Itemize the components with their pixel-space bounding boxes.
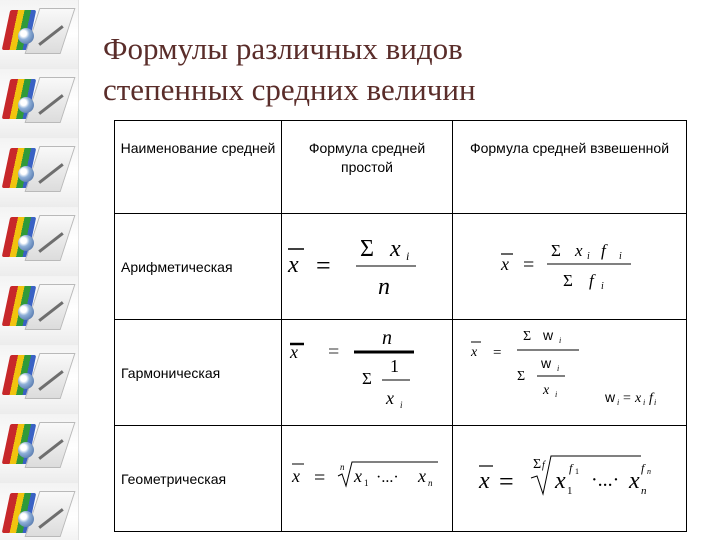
svg-text:i: i bbox=[400, 400, 403, 410]
school-supplies-icon bbox=[6, 142, 66, 198]
svg-text:x: x bbox=[390, 236, 401, 262]
svg-text:n: n bbox=[340, 462, 345, 472]
table-row bbox=[115, 214, 687, 320]
row-name-harmonic: Гармоническая bbox=[115, 320, 282, 426]
svg-text:f: f bbox=[542, 460, 545, 471]
svg-text:x: x bbox=[635, 391, 642, 406]
formulas-table bbox=[114, 120, 687, 532]
svg-text:x: x bbox=[555, 468, 566, 494]
header-weighted bbox=[453, 121, 687, 214]
header-row bbox=[115, 121, 687, 214]
svg-text:i: i bbox=[601, 281, 604, 292]
svg-text:i: i bbox=[559, 336, 562, 345]
svg-text:x: x bbox=[288, 252, 299, 278]
svg-text:Σ: Σ bbox=[563, 271, 573, 290]
svg-text:=: = bbox=[316, 251, 331, 280]
formula-arithmetic-weighted bbox=[453, 214, 687, 320]
svg-text:i: i bbox=[555, 390, 558, 399]
slide-title bbox=[103, 28, 663, 110]
svg-text:i: i bbox=[406, 249, 410, 263]
svg-text:w: w bbox=[605, 389, 616, 405]
formula-svg bbox=[282, 320, 452, 422]
svg-text:=: = bbox=[328, 341, 340, 363]
svg-text:x: x bbox=[418, 466, 426, 486]
school-supplies-icon bbox=[6, 418, 66, 474]
svg-text:i: i bbox=[557, 364, 560, 373]
svg-text:i: i bbox=[619, 251, 622, 262]
table-row bbox=[115, 320, 687, 426]
formula-svg bbox=[453, 214, 686, 316]
svg-text:1: 1 bbox=[567, 485, 573, 497]
header-simple-label: Формула средней простой bbox=[308, 140, 426, 175]
formula-geometric-simple bbox=[282, 426, 453, 532]
school-supplies-icon bbox=[6, 73, 66, 129]
svg-text:f: f bbox=[589, 271, 594, 290]
formula-harmonic-simple bbox=[282, 320, 453, 426]
row-name-geometric: Геометрическая bbox=[115, 426, 282, 532]
svg-text:1: 1 bbox=[390, 356, 399, 376]
svg-text:x: x bbox=[543, 383, 550, 398]
svg-text:n: n bbox=[382, 327, 392, 349]
svg-text:x: x bbox=[471, 345, 478, 360]
svg-text:=: = bbox=[493, 345, 502, 361]
svg-text:1: 1 bbox=[364, 478, 369, 488]
svg-text:n: n bbox=[428, 478, 433, 488]
svg-text:n: n bbox=[647, 467, 651, 476]
svg-text:=: = bbox=[314, 467, 326, 489]
svg-text:x: x bbox=[290, 342, 298, 362]
svg-text:·...·: ·...· bbox=[591, 469, 620, 491]
svg-text:Σ: Σ bbox=[362, 369, 372, 388]
svg-text:f: f bbox=[649, 391, 653, 406]
formula-svg bbox=[282, 426, 452, 528]
header-simple bbox=[282, 121, 453, 214]
formula-svg bbox=[453, 426, 686, 528]
header-weighted-label: Формула средней взвешенной bbox=[469, 140, 670, 156]
row-name-arithmetic: Арифметическая bbox=[115, 214, 282, 320]
svg-text:Σ: Σ bbox=[360, 236, 374, 262]
svg-text:i: i bbox=[654, 398, 657, 407]
school-supplies-icon bbox=[6, 4, 66, 60]
svg-text:i: i bbox=[643, 398, 646, 407]
svg-text:f: f bbox=[601, 241, 606, 260]
svg-text:Σ: Σ bbox=[523, 329, 532, 344]
svg-text:w: w bbox=[541, 355, 552, 371]
svg-text:x: x bbox=[479, 468, 490, 494]
svg-text:i: i bbox=[587, 251, 590, 262]
svg-text:1: 1 bbox=[575, 467, 579, 476]
header-name-label: Наименование средней bbox=[120, 140, 276, 156]
svg-text:x: x bbox=[292, 466, 300, 486]
svg-text:x: x bbox=[629, 468, 640, 494]
svg-text:=: = bbox=[623, 391, 631, 406]
formula-svg bbox=[282, 214, 452, 316]
svg-text:n: n bbox=[641, 485, 647, 497]
svg-text:·...·: ·...· bbox=[376, 469, 399, 486]
formula-harmonic-weighted bbox=[453, 320, 687, 426]
school-supplies-icon bbox=[6, 280, 66, 336]
svg-text:=: = bbox=[499, 467, 514, 496]
formula-arithmetic-simple bbox=[282, 214, 453, 320]
formula-svg bbox=[453, 320, 686, 422]
title-line-2: степенных средних величин bbox=[103, 72, 476, 107]
svg-text:w: w bbox=[543, 327, 554, 343]
svg-text:Σ: Σ bbox=[533, 457, 542, 472]
svg-text:Σ: Σ bbox=[517, 369, 526, 384]
svg-text:x: x bbox=[501, 254, 509, 274]
school-supplies-icon bbox=[6, 487, 66, 540]
svg-text:x: x bbox=[575, 241, 583, 260]
formula-geometric-weighted bbox=[453, 426, 687, 532]
svg-text:x: x bbox=[354, 466, 362, 486]
decorative-side-strip bbox=[0, 0, 79, 540]
title-line-1: Формулы различных видов bbox=[103, 31, 463, 66]
svg-text:n: n bbox=[378, 274, 390, 300]
svg-text:i: i bbox=[617, 398, 620, 407]
header-name bbox=[115, 121, 282, 214]
svg-text:Σ: Σ bbox=[551, 241, 561, 260]
table-row bbox=[115, 426, 687, 532]
svg-text:x: x bbox=[386, 388, 394, 408]
svg-text:=: = bbox=[523, 254, 535, 276]
school-supplies-icon bbox=[6, 211, 66, 267]
svg-text:f: f bbox=[569, 461, 573, 475]
svg-text:f: f bbox=[641, 461, 645, 475]
school-supplies-icon bbox=[6, 349, 66, 405]
